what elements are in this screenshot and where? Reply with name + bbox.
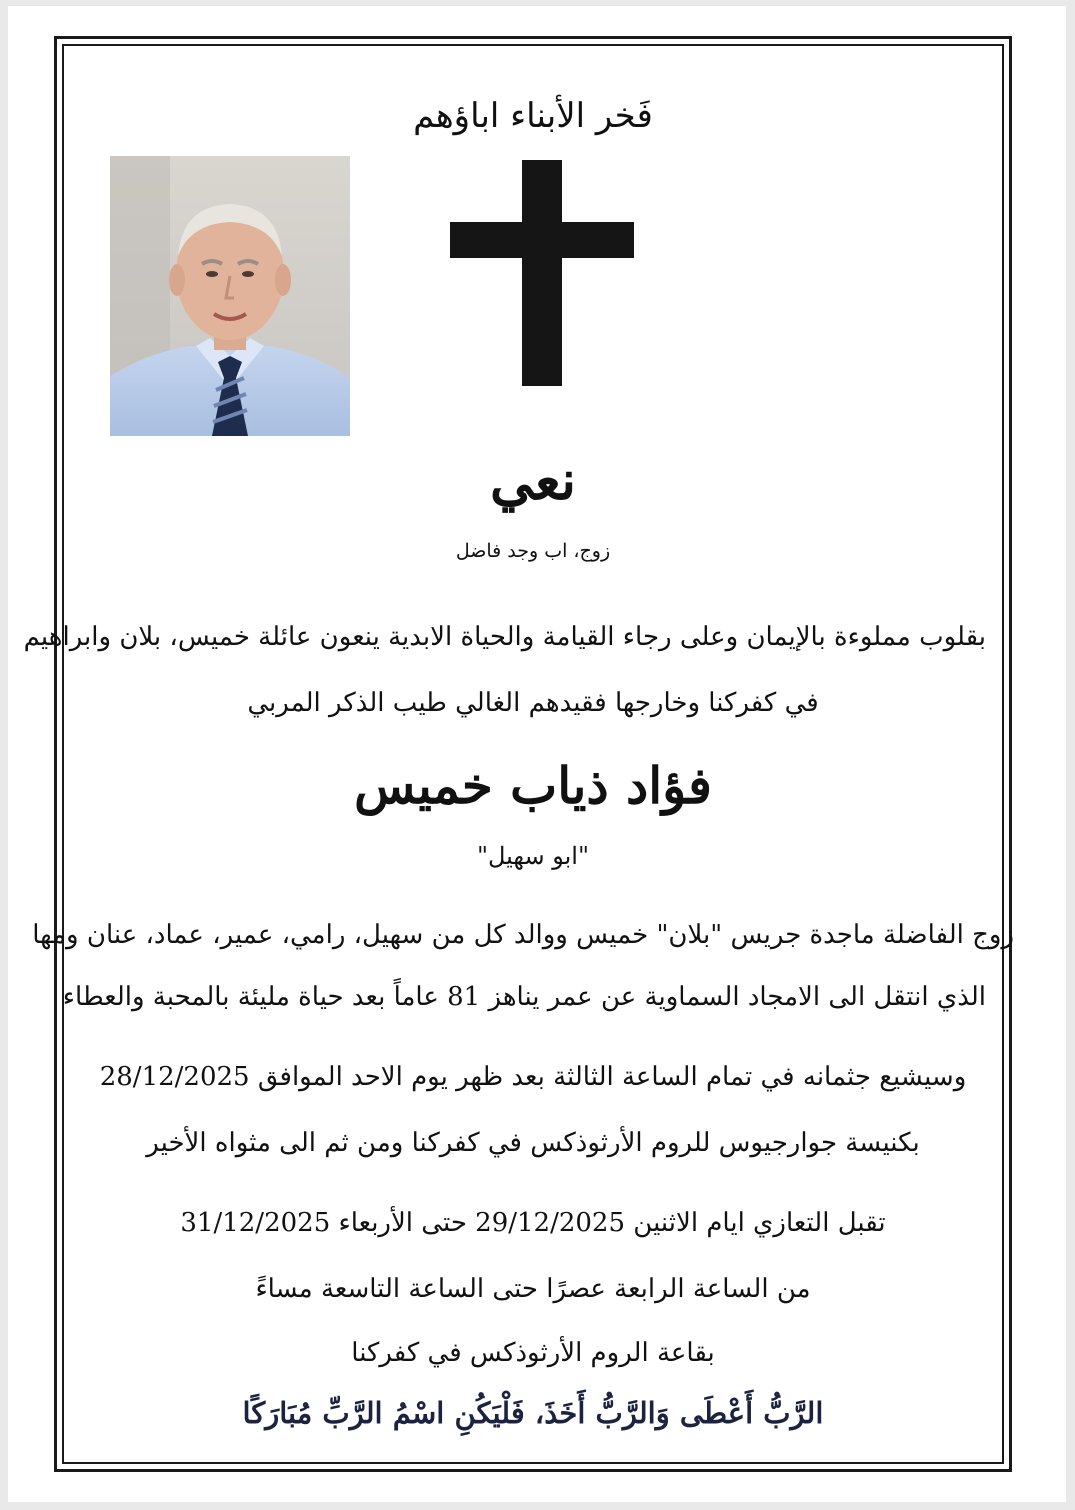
intro-line-1: بقلوب مملوءة بالإيمان وعلى رجاء القيامة والحياة الابدية ينعون عائلة خميس، بلان وابراهيم — [23, 622, 986, 652]
funeral-line-1: وسيشيع جثمانه في تمام الساعة الثالثة بعد ظهر يوم الاحد الموافق 28/12/2025 — [99, 1062, 967, 1092]
portrait-photo — [110, 156, 350, 436]
motto-text: فَخر الأبناء اباؤهم — [413, 96, 653, 136]
notice-heading: نعي — [489, 448, 577, 512]
deceased-nickname: "ابو سهيل" — [476, 842, 590, 870]
scripture-verse: الرَّبُّ أَعْطَى وَالرَّبُّ أَخَذَ، فَلْيَكُنِ اسْمُ الرَّبِّ مُبَارَكًا — [242, 1396, 824, 1430]
funeral-line-2: بكنيسة جوارجيوس للروم الأرثوذكس في كفركنا ومن ثم الى مثواه الأخير — [146, 1128, 920, 1158]
passing-line: الذي انتقل الى الامجاد السماوية عن عمر يناهز 81 عاماً بعد حياة مليئة بالمحبة والعطاء — [62, 982, 986, 1012]
family-line: زوج الفاضلة ماجدة جريس "بلان" خميس ووالد كل من سهيل، رامي، عمير، عماد، عنان ومها — [32, 920, 1014, 950]
condolence-line-2: من الساعة الرابعة عصرًا حتى الساعة التاسعة مساءً — [255, 1274, 811, 1304]
deceased-name: فؤاد ذياب خميس — [354, 756, 712, 815]
intro-line-2: في كفركنا وخارجها فقيدهم الغالي طيب الذكر المربي — [247, 688, 819, 718]
condolence-line-3: بقاعة الروم الأرثوذكس في كفركنا — [351, 1338, 715, 1368]
cross-icon — [450, 160, 634, 386]
condolence-line-1: تقبل التعازي ايام الاثنين 29/12/2025 حتى الأربعاء 31/12/2025 — [180, 1208, 886, 1238]
notice-subtitle: زوج، اب وجد فاضل — [455, 540, 611, 562]
